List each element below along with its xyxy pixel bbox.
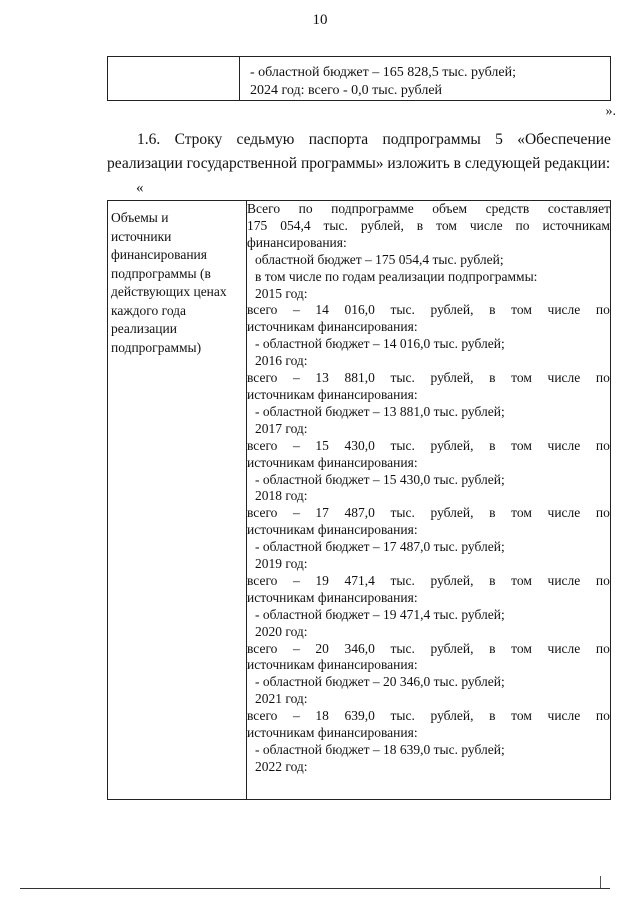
footer-rule <box>20 888 610 889</box>
funding-word: по <box>595 505 610 521</box>
funding-word: 17 <box>315 505 329 521</box>
funding-word: тыс. <box>323 217 348 233</box>
funding-line: 2022 год: <box>255 758 308 774</box>
paragraph-line-2: реализации государственной программы» изложить в следующей редакции: <box>107 155 611 172</box>
funding-word: тыс. <box>390 302 415 318</box>
row-label-cell <box>108 201 247 800</box>
funding-word: объем <box>432 201 468 216</box>
funding-word: 430,0 <box>344 437 375 453</box>
funding-word: рублей, <box>430 302 474 318</box>
closing-quote: ». <box>605 104 616 119</box>
row-label-line: финансирования <box>111 247 207 262</box>
funding-line: 2015 год: <box>255 285 308 301</box>
funding-word: тыс. <box>390 437 415 453</box>
funding-line <box>247 218 610 235</box>
funding-word: всего <box>247 640 278 656</box>
passport-table <box>107 200 611 800</box>
funding-word: числе <box>469 217 503 233</box>
funding-word: 487,0 <box>344 505 375 521</box>
funding-word: том <box>511 505 532 521</box>
funding-word: всего <box>247 370 278 386</box>
funding-line: источникам финансирования: <box>247 657 418 673</box>
funding-line: 2018 год: <box>255 488 308 504</box>
paragraph-word: седьмую <box>236 131 295 148</box>
funding-word: в <box>489 640 496 656</box>
funding-word: в <box>489 708 496 724</box>
funding-word: Всего <box>247 201 281 216</box>
funding-word: – <box>293 708 300 724</box>
funding-word: рублей, <box>430 572 474 588</box>
funding-line: источникам финансирования: <box>247 589 418 605</box>
funding-word: тыс. <box>390 505 415 521</box>
paragraph-word: «Обеспечение <box>517 131 611 148</box>
amendment-paragraph <box>107 128 611 176</box>
funding-word: числе <box>547 302 581 318</box>
paragraph-word: подпрограммы <box>382 131 481 148</box>
funding-line: областной бюджет – 175 054,4 тыс. рублей; <box>255 251 504 267</box>
funding-word: 881,0 <box>344 370 375 386</box>
funding-word: всего <box>247 437 278 453</box>
funding-word: числе <box>547 708 581 724</box>
paragraph-word: 5 <box>495 131 503 148</box>
paragraph-word: 1.6. <box>137 131 161 148</box>
funding-line: источникам финансирования: <box>247 522 418 538</box>
funding-word: 14 <box>315 302 329 318</box>
funding-line: 2019 год: <box>255 556 308 572</box>
funding-line <box>247 370 610 387</box>
funding-word: числе <box>547 437 581 453</box>
funding-word: рублей, <box>430 370 474 386</box>
funding-word: числе <box>547 572 581 588</box>
funding-word: рублей, <box>430 708 474 724</box>
funding-line <box>247 201 610 218</box>
paragraph-word: Строку <box>174 131 223 148</box>
funding-line: источникам финансирования: <box>247 386 418 402</box>
paragraph-word: паспорта <box>308 131 369 148</box>
top-table-right-cell <box>240 57 611 101</box>
funding-word: 19 <box>315 572 329 588</box>
funding-word: по <box>595 437 610 453</box>
funding-line: 2016 год: <box>255 353 308 369</box>
top-table-fragment <box>107 56 611 101</box>
footer-tick <box>600 876 601 888</box>
funding-word: 18 <box>315 708 329 724</box>
funding-line <box>247 438 610 455</box>
funding-word: числе <box>547 640 581 656</box>
row-label-line: подпрограммы) <box>111 339 202 355</box>
funding-word: рублей, <box>360 217 404 233</box>
funding-word: 346,0 <box>344 640 375 656</box>
row-label-line: источники <box>111 228 172 244</box>
funding-line <box>247 708 610 725</box>
funding-line <box>247 505 610 522</box>
funding-word: в <box>489 370 496 386</box>
funding-word: 054,4 <box>280 217 311 233</box>
funding-word: – <box>293 640 300 656</box>
funding-line: - областной бюджет – 20 346,0 тыс. рублей; <box>255 674 505 690</box>
funding-line <box>247 641 610 658</box>
funding-word: числе <box>547 505 581 521</box>
funding-word: в <box>489 572 496 588</box>
funding-word: тыс. <box>390 640 415 656</box>
funding-word: в <box>416 217 424 233</box>
funding-word: средств <box>485 201 530 216</box>
funding-line: - областной бюджет – 15 430,0 тыс. рублей; <box>255 471 505 487</box>
funding-word: 13 <box>315 370 329 386</box>
funding-line: в том числе по годам реализации подпрограммы: <box>255 268 538 284</box>
funding-word: в <box>489 437 496 453</box>
funding-word: том <box>511 437 532 453</box>
paragraph-line-1 <box>107 128 611 152</box>
funding-word: подпрограмме <box>331 201 414 216</box>
funding-word: рублей, <box>430 437 474 453</box>
row-label-line: подпрограммы (в <box>111 265 211 281</box>
funding-word: всего <box>247 572 278 588</box>
funding-word: всего <box>247 505 278 521</box>
funding-word: 175 <box>247 217 268 233</box>
funding-word: по <box>515 217 530 233</box>
funding-word: 016,0 <box>344 302 375 318</box>
funding-word: том <box>511 708 532 724</box>
funding-details-cell <box>247 201 611 800</box>
funding-line: 2021 год: <box>255 691 308 707</box>
funding-word: тыс. <box>390 370 415 386</box>
funding-line: - областной бюджет – 18 639,0 тыс. рублей; <box>255 742 505 757</box>
funding-word: том <box>511 572 532 588</box>
funding-word: в <box>489 302 496 318</box>
funding-word: всего <box>247 708 278 724</box>
top-table-left-cell <box>108 57 240 101</box>
funding-line: финансирования: <box>247 234 347 250</box>
funding-line: - областной бюджет – 13 881,0 тыс. рублей; <box>255 403 505 419</box>
funding-word: том <box>511 370 532 386</box>
funding-word: 15 <box>315 437 329 453</box>
funding-word: по <box>595 572 610 588</box>
funding-line <box>247 573 610 590</box>
funding-word: в <box>489 505 496 521</box>
funding-line: источникам финансирования: <box>247 725 418 741</box>
page-number: 10 <box>312 12 328 28</box>
funding-word: числе <box>547 370 581 386</box>
funding-line: - областной бюджет – 14 016,0 тыс. рублей; <box>255 336 505 352</box>
funding-line: 2020 год: <box>255 623 308 639</box>
row-label <box>108 201 246 357</box>
funding-word: 471,4 <box>344 572 375 588</box>
funding-word: тыс. <box>390 708 415 724</box>
funding-word: составляет <box>547 201 610 216</box>
funding-word: том <box>511 640 532 656</box>
funding-line: - областной бюджет – 19 471,4 тыс. рублей; <box>255 606 505 622</box>
funding-word: – <box>293 572 300 588</box>
funding-line: источникам финансирования: <box>247 454 418 470</box>
opening-quote: « <box>136 180 144 196</box>
top-table-line: - областной бюджет – 165 828,5 тыс. рублей; <box>250 65 516 80</box>
funding-word: 20 <box>315 640 329 656</box>
top-table-line: 2024 год: всего - 0,0 тыс. рублей <box>250 83 443 98</box>
funding-word: том <box>511 302 532 318</box>
row-label-line: каждого года <box>111 302 187 318</box>
funding-word: – <box>293 505 300 521</box>
funding-word: всего <box>247 302 278 318</box>
funding-word: источникам <box>542 217 610 233</box>
funding-word: по <box>298 201 313 216</box>
funding-word: по <box>595 302 610 318</box>
funding-line: 2017 год: <box>255 420 308 436</box>
funding-word: – <box>293 302 300 318</box>
funding-line: - областной бюджет – 17 487,0 тыс. рублей; <box>255 539 505 555</box>
row-label-line: реализации <box>111 321 177 336</box>
row-label-line: Объемы и <box>111 210 169 225</box>
funding-word: тыс. <box>390 572 415 588</box>
funding-word: рублей, <box>430 505 474 521</box>
funding-line: источникам финансирования: <box>247 319 418 335</box>
funding-line <box>247 302 610 319</box>
funding-word: – <box>293 437 300 453</box>
funding-word: – <box>293 370 300 386</box>
funding-word: том <box>436 217 457 233</box>
funding-word: рублей, <box>430 640 474 656</box>
row-label-line: действующих ценах <box>111 284 227 299</box>
funding-word: по <box>595 708 610 724</box>
funding-word: 639,0 <box>344 708 375 724</box>
funding-word: по <box>595 370 610 386</box>
funding-word: по <box>595 640 610 656</box>
